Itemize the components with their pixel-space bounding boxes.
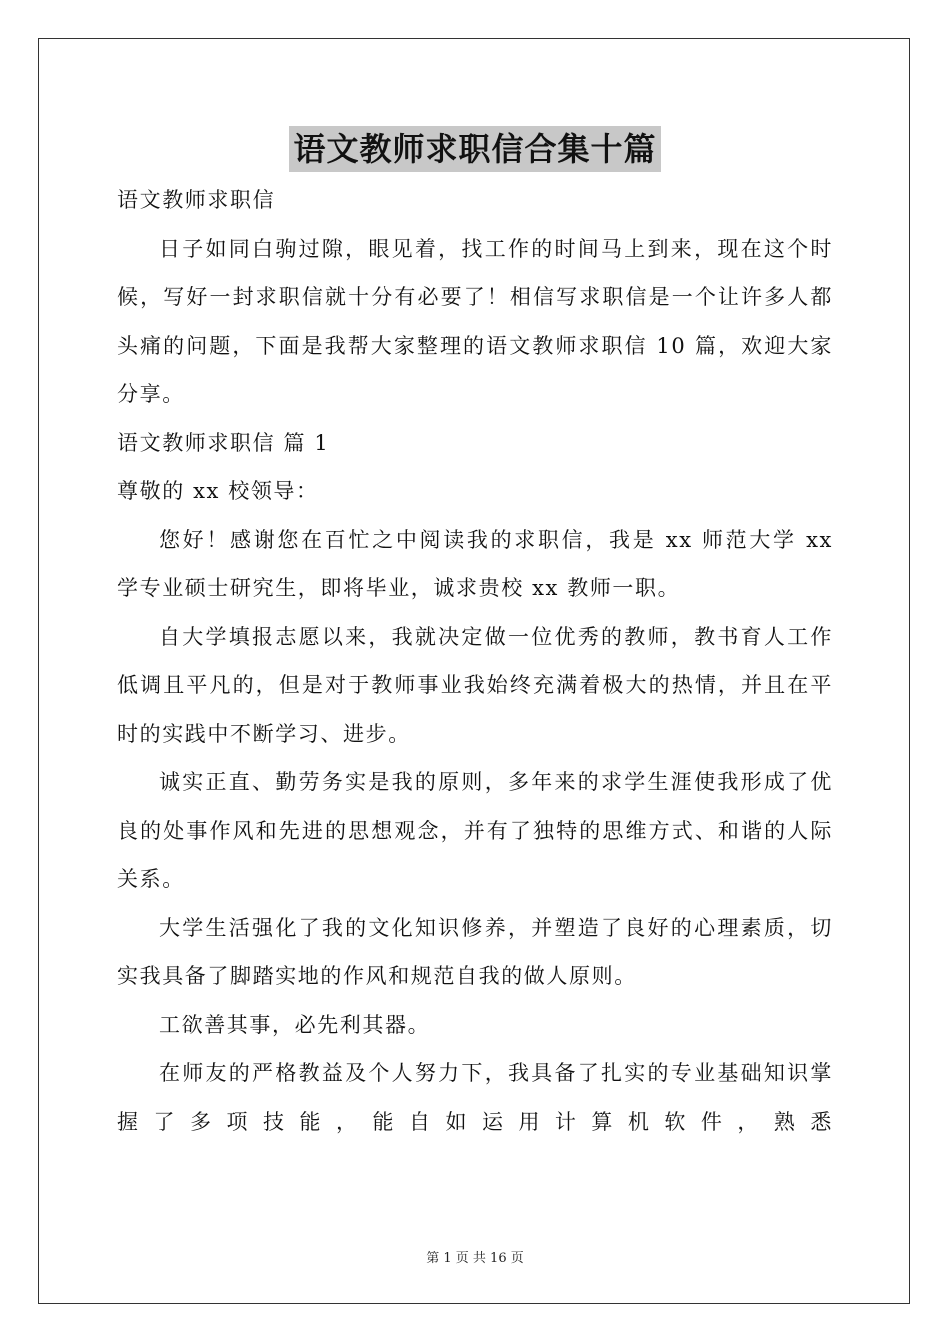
title-container [0, 126, 950, 172]
paragraph: 自大学填报志愿以来，我就决定做一位优秀的教师，教书育人工作低调且平凡的，但是对于教师事业我始终充满着极大的热情，并且在平时的实践中不断学习、进步。 [117, 624, 833, 746]
paragraph: 在师友的严格教益及个人努力下，我具备了扎实的专业基础知识掌握了多项技能，能自如运用计算机软件，熟悉 [117, 1061, 833, 1134]
paragraph: 诚实正直、勤劳务实是我的原则，多年来的求学生涯使我形成了优良的处事作风和先进的思想观念，并有了独特的思维方式、和谐的人际关系。 [117, 770, 833, 891]
paragraph: 语文教师求职信 [117, 188, 276, 212]
paragraph: 日子如同白驹过隙，眼见着，找工作的时间马上到来，现在这个时候，写好一封求职信就十分有必要了！相信写求职信是一个让许多人都头痛的问题，下面是我帮大家整理的语文教师求职信 10 篇，欢迎大家分享。 [117, 236, 833, 406]
paragraph: 您好！感谢您在百忙之中阅读我的求职信，我是 xx 师范大学 xx 学专业硕士研究生，即将毕业，诚求贵校 xx 教师一职。 [117, 527, 833, 600]
paragraph: 工欲善其事，必先利其器。 [159, 1012, 431, 1037]
document-body [117, 176, 833, 1146]
paragraph: 大学生活强化了我的文化知识修养，并塑造了良好的心理素质，切实我具备了脚踏实地的作风和规范自我的做人原则。 [117, 915, 833, 988]
page-footer: 第 1 页 共 16 页 [426, 1251, 524, 1266]
document-title: 语文教师求职信合集十篇 [289, 126, 660, 172]
section-heading: 语文教师求职信 篇 1 [117, 430, 330, 455]
salutation: 尊敬的 xx 校领导： [117, 479, 319, 503]
